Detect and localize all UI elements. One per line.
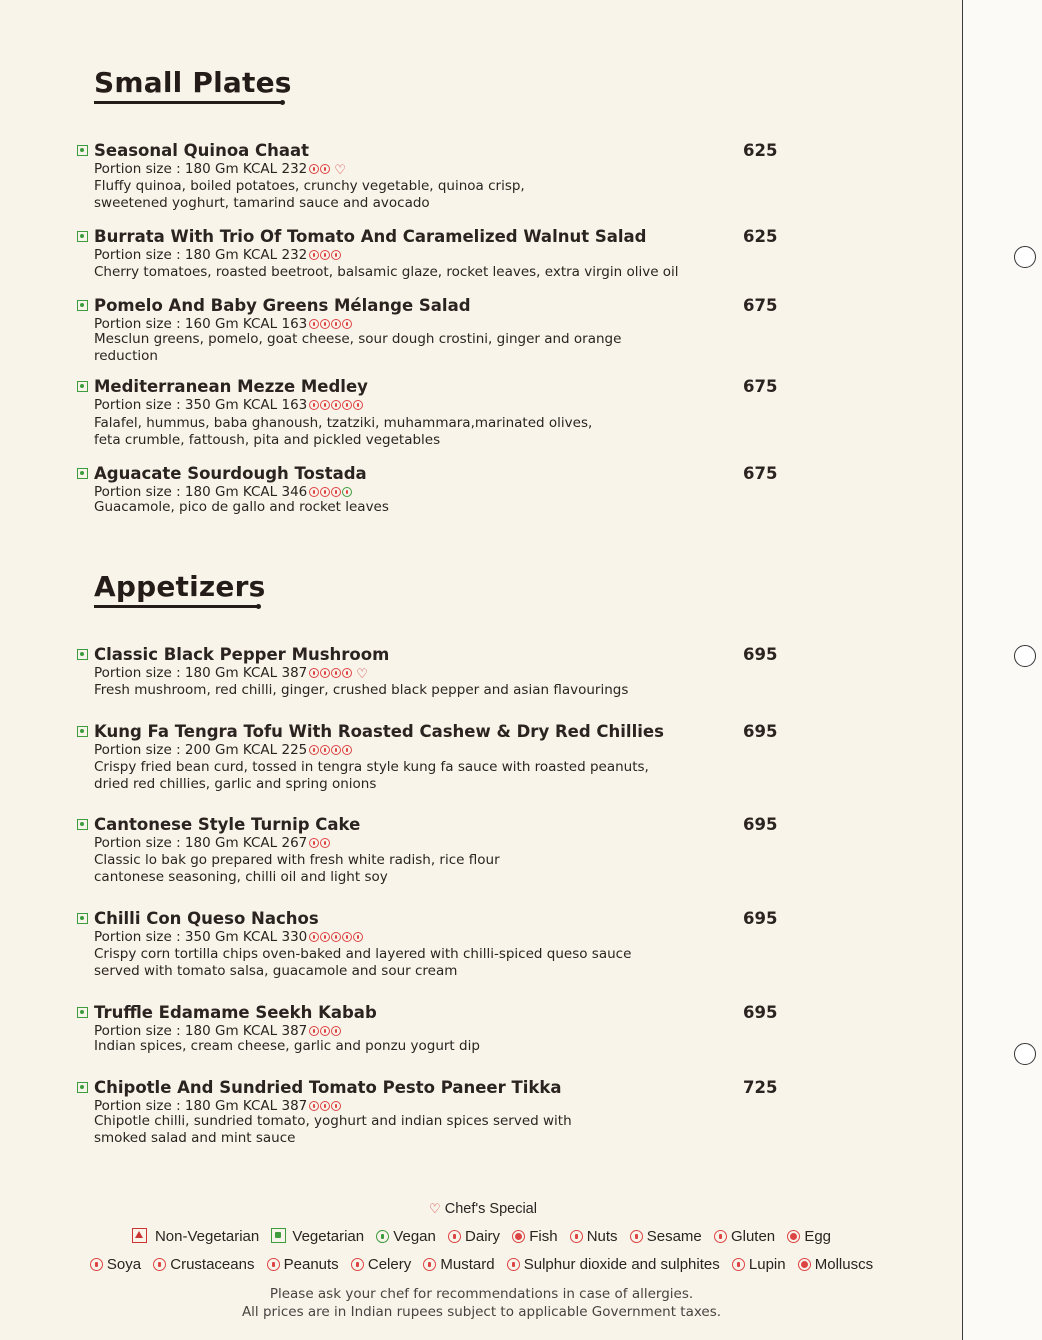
legend-crustaceans: Crustaceans [153,1256,254,1273]
item-description: Crispy corn tortilla chips oven-baked and layered with chilli-spiced queso sauce served with tomato salsa, guacamole and sour cream [94,946,632,979]
item-name: Burrata With Trio Of Tomato And Caramelized Walnut Salad [94,227,647,246]
celery-icon [351,1258,364,1271]
item-name: Chilli Con Queso Nachos [94,909,319,928]
item-price: 725 [743,1078,778,1097]
item-price: 675 [743,464,778,483]
item-portion: Portion size : 180 Gm KCAL 232 [94,247,342,265]
gluten-icon [309,932,319,942]
item-name: Mediterranean Mezze Medley [94,377,368,396]
item-description: Indian spices, cream cheese, garlic and ponzu yogurt dip [94,1038,480,1054]
item-portion: Portion size : 180 Gm KCAL 387 [94,1098,342,1116]
item-name: Pomelo And Baby Greens Mélange Salad [94,296,471,315]
binder-ring [1014,246,1036,268]
item-portion: Portion size : 350 Gm KCAL 163 [94,397,364,415]
legend-lupin: Lupin [732,1256,786,1273]
item-price: 695 [743,909,778,928]
crustaceans-icon [309,487,319,497]
vegetarian-icon [77,468,88,479]
sesame-icon [331,745,341,755]
lupin-icon [732,1258,745,1271]
dairy-icon [320,250,330,260]
sesame-icon [320,838,330,848]
gluten-icon [342,400,352,410]
crustaceans-icon [320,1101,330,1111]
vegetarian-icon [77,231,88,242]
item-name: Cantonese Style Turnip Cake [94,815,361,834]
item-name: Seasonal Quinoa Chaat [94,141,310,160]
crustaceans-icon [320,932,330,942]
item-price: 695 [743,645,778,664]
chef-hat-icon: ♡ [356,667,368,682]
crustaceans-icon [309,319,319,329]
dairy-icon [331,1026,341,1036]
item-description: Guacamole, pico de gallo and rocket leaves [94,499,389,515]
item-portion: Portion size : 180 Gm KCAL 267 [94,835,331,853]
item-description: Fluffy quinoa, boiled potatoes, crunchy vegetable, quinoa crisp, sweetened yoghurt, tamarind sauce and avocado [94,178,525,211]
legend-gluten: Gluten [714,1228,775,1245]
vegetarian-icon [271,1228,286,1243]
binder-margin [963,0,1042,1340]
item-description: Fresh mushroom, red chilli, ginger, crushed black pepper and asian flavourings [94,682,629,698]
sesame-icon [353,932,363,942]
legend-celery: Celery [351,1256,411,1273]
nuts-icon [331,400,341,410]
gluten-icon [309,1101,319,1111]
nuts-icon [331,250,341,260]
sesame-icon [630,1230,643,1243]
crustaceans-icon [309,164,319,174]
item-name: Classic Black Pepper Mushroom [94,645,390,664]
sesame-icon [331,487,341,497]
legend-sulphites: Sulphur dioxide and sulphites [507,1256,720,1273]
gluten-icon [309,1026,319,1036]
footer-allergy-note: Please ask your chef for recommendations in case of allergies. [269,1286,694,1302]
item-portion: Portion size : 180 Gm KCAL 387 ♡ [94,665,368,682]
vegetarian-icon [77,1007,88,1018]
vegetarian-icon [77,145,88,156]
fish-icon [512,1230,525,1243]
non-vegetarian-icon [132,1228,147,1243]
nuts-icon [342,668,352,678]
crustaceans-icon [320,1026,330,1036]
item-price: 695 [743,1003,778,1022]
item-portion: Portion size : 160 Gm KCAL 163 [94,316,353,334]
legend-peanuts: Peanuts [267,1256,339,1273]
item-description: Falafel, hummus, baba ghanoush, tzatziki, muhammara,marinated olives, feta crumble, fattoush, pita and pickled vegetables [94,415,593,448]
binder-ring [1014,645,1036,667]
soya-icon [90,1258,103,1271]
allergen-icons [309,930,364,947]
item-portion: Portion size : 350 Gm KCAL 330 [94,929,364,947]
legend-molluscs: Molluscs [798,1256,873,1273]
item-description: Classic lo bak go prepared with fresh white radish, rice flour cantonese seasoning, chilli oil and light soy [94,852,500,885]
chef-hat-icon: ♡ [429,1201,441,1216]
section-title-appetizers: Appetizers [94,570,266,603]
legend-non-vegetarian: Non-Vegetarian [132,1228,259,1245]
item-description: Mesclun greens, pomelo, goat cheese, sour dough crostini, ginger and orange reduction [94,331,622,364]
crustaceans-icon [309,250,319,260]
gluten-icon [342,319,352,329]
vegan-icon [342,487,352,497]
chef-hat-icon: ♡ [334,163,346,178]
sesame-icon [353,400,363,410]
legend-egg: Egg [787,1228,831,1245]
item-portion: Portion size : 180 Gm KCAL 232 ♡ [94,161,346,178]
vegetarian-icon [77,381,88,392]
vegan-icon [376,1230,389,1243]
nuts-icon [342,932,352,942]
gluten-icon [714,1230,727,1243]
legend-nuts: Nuts [570,1228,618,1245]
dairy-icon [331,1101,341,1111]
item-name: Truffle Edamame Seekh Kabab [94,1003,377,1022]
item-portion: Portion size : 180 Gm KCAL 346 [94,484,353,502]
dairy-icon [320,400,330,410]
legend-chef-special [0,1201,963,1217]
sulphites-icon [507,1258,520,1271]
item-price: 675 [743,296,778,315]
item-description: Chipotle chilli, sundried tomato, yoghurt and indian spices served with smoked salad and mint sauce [94,1113,572,1146]
allergen-icons [309,836,331,853]
section-underline [94,101,284,104]
legend-fish: Fish [512,1228,557,1245]
legend-dairy: Dairy [448,1228,500,1245]
nuts-icon [570,1230,583,1243]
item-price: 695 [743,815,778,834]
item-price: 625 [743,141,778,160]
dairy-icon [320,164,330,174]
item-name: Aguacate Sourdough Tostada [94,464,367,483]
item-description: Crispy fried bean curd, tossed in tengra style kung fa sauce with roasted peanuts, dried red chillies, garlic and spring onions [94,759,649,792]
dairy-icon [320,319,330,329]
vegetarian-icon [77,726,88,737]
peanuts-icon [267,1258,280,1271]
legend-row-allergens [0,1256,963,1273]
vegetarian-icon [77,1082,88,1093]
gluten-icon [309,745,319,755]
vegetarian-icon [77,819,88,830]
legend-vegan: Vegan [376,1228,436,1245]
binder-ring [1014,1043,1036,1065]
nuts-icon [331,319,341,329]
allergen-icons [309,162,346,179]
vegetarian-icon [77,300,88,311]
footer-price-note: All prices are in Indian rupees subject to applicable Government taxes. [241,1304,722,1320]
item-price: 675 [743,377,778,396]
section-underline [94,605,260,608]
nuts-icon [342,745,352,755]
item-description: Cherry tomatoes, roasted beetroot, balsamic glaze, rocket leaves, extra virgin olive oil [94,264,679,280]
item-portion: Portion size : 180 Gm KCAL 387 [94,1023,342,1041]
vegetarian-icon [77,913,88,924]
item-price: 695 [743,722,778,741]
crustaceans-icon [320,745,330,755]
section-title-small-plates: Small Plates [94,66,292,99]
egg-icon [787,1230,800,1243]
crustaceans-icon [153,1258,166,1271]
item-name: Chipotle And Sundried Tomato Pesto Paneer Tikka [94,1078,562,1097]
legend-soya: Soya [90,1256,141,1273]
legend-vegetarian: Vegetarian [271,1228,364,1245]
crustaceans-icon [309,838,319,848]
legend-sesame: Sesame [630,1228,702,1245]
molluscs-icon [798,1258,811,1271]
crustaceans-icon [309,400,319,410]
gluten-icon [320,668,330,678]
legend-row-dietary [0,1228,963,1245]
sesame-icon [331,668,341,678]
allergen-icons [309,248,342,265]
allergen-icons [309,398,364,415]
dairy-icon [331,932,341,942]
allergen-icons [309,666,368,683]
mustard-icon [423,1258,436,1271]
dairy-icon [448,1230,461,1243]
crustaceans-icon [309,668,319,678]
item-price: 625 [743,227,778,246]
vegetarian-icon [77,649,88,660]
item-portion: Portion size : 200 Gm KCAL 225 [94,742,353,760]
legend-label: Chef's Special [444,1201,537,1217]
allergen-icons [309,743,353,760]
gluten-icon [320,487,330,497]
item-name: Kung Fa Tengra Tofu With Roasted Cashew & Dry Red Chillies [94,722,664,741]
legend-mustard: Mustard [423,1256,494,1273]
